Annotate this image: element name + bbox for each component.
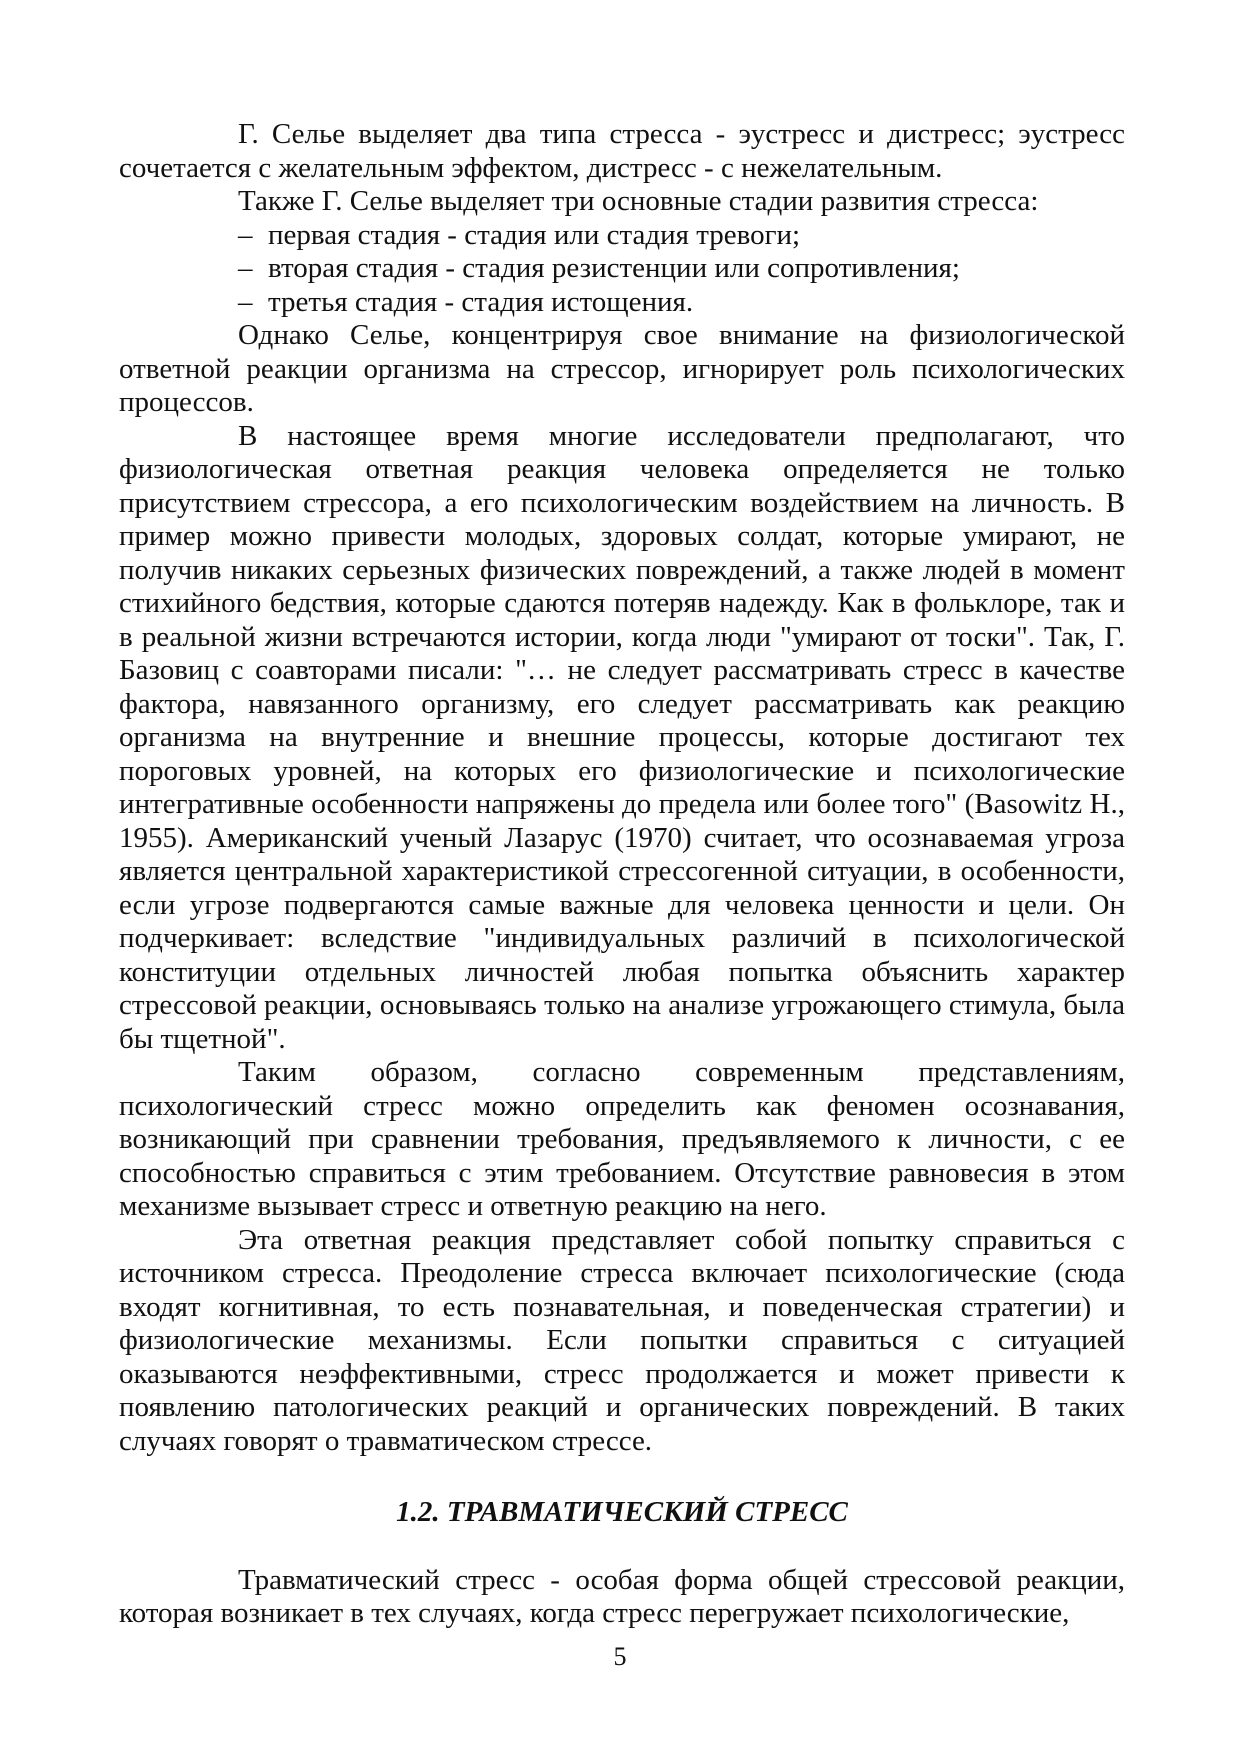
paragraph-modern-research: В настоящее время многие исследователи предполагают, что физиологическая ответная реакция человека определяется не только присутствием стрессора, а его психологическим воздействием на личность. В пример можно привести молодых, здоровых солдат, которые умирают, не получив никаких серьезных физических повреждений, а также людей в момент стихийного бедствия, которые сдаются потеряв надежду. Как в фольклоре, так и в реальной жизни встречаются истории, когда люди "умирают от тоски". Так, Г. Базовиц с соавторами писали: "… не следует рассматривать стресс в качестве фактора, навязанного организму, его следует рассматривать как реакцию организма на внутренние и внешние процессы, которые достигают тех пороговых уровней, на которых его физиологические и психологические интегративные особенности напряжены до предела или более того" (Basowitz H., 1955). Американский ученый Лазарус (1970) считает, что осознаваемая угроза является центральной характеристикой стрессогенной ситуации, в особенности, если угрозе подвергаются самые важные для человека ценности и цели. Он подчеркивает: вследствие "индивидуальных различий в психологической конституции отдельных личностей любая попытка объяснить характер стрессовой реакции, основываясь только на анализе угрожающего стимула, была бы тщетной". xyxy=(119,419,1125,1055)
section-heading: 1.2. ТРАВМАТИЧЕСКИЙ СТРЕСС xyxy=(396,1496,848,1528)
page-number: 5 xyxy=(613,1642,627,1671)
stage-text: вторая стадия - стадия резистенции или сопротивления; xyxy=(268,252,960,284)
stage-text: третья стадия - стадия истощения. xyxy=(268,285,694,318)
paragraph-psychological-stress: Таким образом, согласно современным представлениям, психологический стресс можно определить как феномен осознавания, возникающий при сравнении требования, предъявляемого к личности, с ее способностью справиться с этим требованием. Отсутствие равновесия в этом механизме вызывает стресс и ответную реакцию на него. xyxy=(119,1056,1125,1222)
paragraph-stress-types: Г. Селье выделяет два типа стресса - эустресс и дистресс; эустресс сочетается с желательным эффектом, дистресс - с нежелательным. xyxy=(119,118,1125,184)
paragraph-coping: Эта ответная реакция представляет собой попытку справиться с источником стресса. Преодоление стресса включает психологические (сюда входят когнитивная, то есть познавательная, и поведенческая стратегии) и физиологические механизмы. Если попытки справиться с ситуацией оказываются неэффективными, стресс продолжается и может привести к появлению патологических реакций и органических повреждений. В таких случаях говорят о травматическом стрессе. xyxy=(119,1223,1125,1457)
stage-item-2 xyxy=(119,252,1125,286)
stage-text: первая стадия - стадия или стадия тревоги; xyxy=(268,218,801,251)
list-dash: – xyxy=(238,218,253,251)
list-dash: – xyxy=(238,285,253,318)
paragraph-selye-critique: Однако Селье, концентрируя свое внимание на физиологической ответной реакции организма на стрессор, игнорирует роль психологических процессов. xyxy=(119,319,1125,418)
stages-list xyxy=(119,219,1125,320)
stage-item-3 xyxy=(119,286,1125,320)
stage-item-1 xyxy=(119,219,1125,253)
page-body xyxy=(119,118,1125,1631)
paragraph-stages-intro: Также Г. Селье выделяет три основные стадии развития стресса: xyxy=(238,185,1039,217)
paragraph-traumatic-stress: Травматический стресс - особая форма общей стрессовой реакции, которая возникает в тех случаях, когда стресс перегружает психологические, xyxy=(119,1563,1125,1629)
list-dash: – xyxy=(238,252,253,284)
